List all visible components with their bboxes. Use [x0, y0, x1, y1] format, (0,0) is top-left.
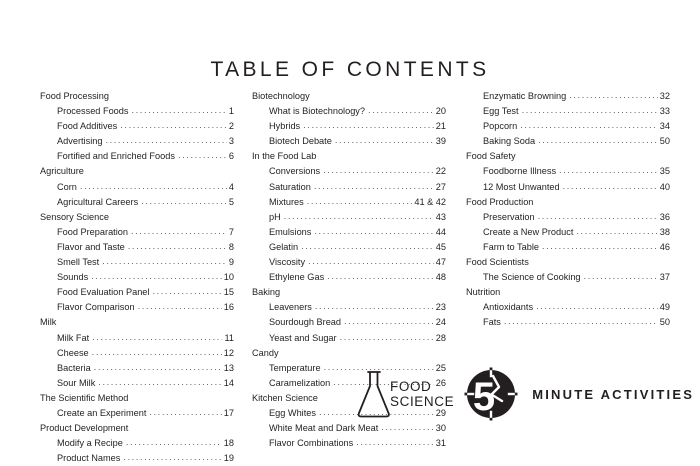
- toc-entry-label: Corn: [57, 181, 77, 192]
- toc-section-heading: [252, 89, 446, 104]
- toc-entry-label: In the Food Lab: [252, 151, 317, 162]
- toc-entry-label: Egg Whites: [269, 407, 316, 418]
- toc-section-heading: [466, 285, 670, 300]
- toc-entry-label: Baking: [252, 287, 281, 298]
- toc-page-number: 47: [435, 257, 446, 268]
- toc-entry[interactable]: [466, 225, 670, 240]
- toc-entry[interactable]: [40, 285, 234, 300]
- toc-leader-dots: [92, 345, 222, 360]
- toc-page-number: 1: [228, 106, 234, 117]
- toc-section-heading: [40, 421, 234, 436]
- toc-entry-label: Popcorn: [483, 121, 518, 132]
- toc-entry-label: Agriculture: [40, 166, 84, 177]
- toc-page-number: 38: [659, 226, 670, 237]
- toc-entry[interactable]: [40, 270, 234, 285]
- toc-leader-dots: [91, 269, 222, 284]
- toc-entry-label: Flavor Comparison: [57, 302, 135, 313]
- toc-page-number: 14: [223, 377, 234, 388]
- toc-entry-label: Leaveners: [269, 302, 312, 313]
- toc-entry-label: Advertising: [57, 136, 103, 147]
- toc-entry[interactable]: [40, 346, 234, 361]
- toc-entry-label: Food Scientists: [466, 257, 529, 268]
- toc-entry-label: Saturation: [269, 181, 311, 192]
- toc-entry[interactable]: [466, 89, 670, 104]
- toc-leader-dots: [323, 163, 434, 178]
- toc-leader-dots: [92, 330, 222, 345]
- toc-entry[interactable]: [252, 240, 446, 255]
- toc-entry[interactable]: [252, 436, 446, 451]
- toc-section-heading: [40, 210, 234, 225]
- toc-page-number: 28: [435, 332, 446, 343]
- toc-entry[interactable]: [40, 149, 234, 164]
- toc-page-number: 50: [659, 317, 670, 328]
- toc-leader-dots: [301, 239, 434, 254]
- toc-entry-label: Food Preparation: [57, 226, 128, 237]
- toc-entry[interactable]: [40, 436, 234, 451]
- toc-page-number: 25: [435, 362, 446, 373]
- toc-page-number: 9: [228, 257, 234, 268]
- toc-entry[interactable]: [252, 195, 446, 210]
- toc-leader-dots: [80, 179, 227, 194]
- toc-page-number: 34: [659, 121, 670, 132]
- toc-leader-dots: [542, 239, 658, 254]
- toc-entry-label: Flavor and Taste: [57, 241, 125, 252]
- toc-leader-dots: [584, 269, 658, 284]
- toc-leader-dots: [128, 239, 227, 254]
- toc-page-number: 10: [223, 272, 234, 283]
- toc-leader-dots: [536, 299, 658, 314]
- toc-leader-dots: [132, 103, 227, 118]
- toc-column-3: [466, 89, 670, 331]
- toc-entry-label: Temperature: [269, 362, 321, 373]
- toc-entry[interactable]: [40, 195, 234, 210]
- toc-entry[interactable]: [466, 104, 670, 119]
- toc-leader-dots: [98, 375, 221, 390]
- toc-entry[interactable]: [40, 104, 234, 119]
- toc-section-heading: [40, 164, 234, 179]
- toc-entry-label: White Meat and Dark Meat: [269, 423, 379, 434]
- toc-page-number: 13: [223, 362, 234, 373]
- toc-leader-dots: [94, 360, 222, 375]
- footer-logo-bar: [355, 366, 695, 422]
- brand-name: [390, 379, 454, 409]
- toc-entry[interactable]: [40, 134, 234, 149]
- toc-entry[interactable]: [40, 300, 234, 315]
- toc-leader-dots: [340, 330, 434, 345]
- toc-section-heading: [40, 315, 234, 330]
- toc-entry-label: Hybrids: [269, 121, 301, 132]
- toc-entry[interactable]: [466, 210, 670, 225]
- toc-leader-dots: [105, 133, 226, 148]
- toc-entry[interactable]: [40, 119, 234, 134]
- toc-entry[interactable]: [40, 240, 234, 255]
- toc-page-number: 35: [659, 166, 670, 177]
- toc-leader-dots: [138, 299, 222, 314]
- toc-leader-dots: [315, 299, 434, 314]
- toc-page-number: 33: [659, 106, 670, 117]
- toc-entry[interactable]: [40, 376, 234, 391]
- toc-entry[interactable]: [252, 180, 446, 195]
- toc-entry-label: Product Development: [40, 423, 129, 434]
- toc-leader-dots: [178, 148, 227, 163]
- toc-entry-label: The Science of Cooking: [483, 272, 581, 283]
- toc-entry-label: Ethylene Gas: [269, 272, 325, 283]
- toc-entry[interactable]: [466, 315, 670, 330]
- toc-page-number: 48: [435, 272, 446, 283]
- toc-page-number: 4: [228, 181, 234, 192]
- toc-entry[interactable]: [466, 164, 670, 179]
- toc-entry[interactable]: [40, 255, 234, 270]
- toc-entry-label: Food Safety: [466, 151, 516, 162]
- toc-entry[interactable]: [252, 315, 446, 330]
- toc-entry[interactable]: [252, 210, 446, 225]
- toc-leader-dots: [120, 118, 227, 133]
- toc-section-heading: [252, 346, 446, 361]
- toc-page-number: 17: [223, 407, 234, 418]
- toc-page-number: 16: [223, 302, 234, 313]
- toc-entry[interactable]: [466, 240, 670, 255]
- toc-entry[interactable]: [40, 361, 234, 376]
- toc-entry-label: pH: [269, 211, 281, 222]
- toc-entry-label: Milk Fat: [57, 332, 90, 343]
- toc-entry[interactable]: [252, 255, 446, 270]
- toc-entry[interactable]: [40, 451, 234, 466]
- toc-entry-label: Mixtures: [269, 196, 304, 207]
- toc-entry[interactable]: [466, 270, 670, 285]
- toc-entry-label: Caramelization: [269, 377, 331, 388]
- toc-entry-label: Agricultural Careers: [57, 196, 139, 207]
- toc-page-number: 24: [435, 317, 446, 328]
- toc-entry-label: Modify a Recipe: [57, 438, 123, 449]
- toc-leader-dots: [356, 435, 434, 450]
- toc-entry-label: Create an Experiment: [57, 407, 147, 418]
- toc-page-number: 44: [435, 226, 446, 237]
- toc-page-number: 3: [228, 136, 234, 147]
- toc-leader-dots: [569, 88, 658, 103]
- toc-entry-label: Farm to Table: [483, 241, 539, 252]
- toc-leader-dots: [284, 209, 434, 224]
- toc-entry-label: Milk: [40, 317, 57, 328]
- toc-entry[interactable]: [40, 406, 234, 421]
- toc-page-number: 11: [224, 332, 234, 343]
- toc-entry-label: Biotechnology: [252, 91, 310, 101]
- toc-page-number: 30: [435, 423, 446, 434]
- toc-entry-label: Food Processing: [40, 91, 109, 101]
- toc-column-1: [40, 89, 234, 466]
- toc-entry-label: Processed Foods: [57, 106, 129, 117]
- toc-entry[interactable]: [252, 104, 446, 119]
- toc-entry[interactable]: [252, 119, 446, 134]
- toc-entry-label: Foodborne Illness: [483, 166, 557, 177]
- toc-entry-label: What is Biotechnology?: [269, 106, 366, 117]
- toc-entry[interactable]: [40, 225, 234, 240]
- toc-entry[interactable]: [466, 300, 670, 315]
- toc-leader-dots: [368, 103, 434, 118]
- toc-page-number: 7: [228, 226, 234, 237]
- toc-leader-dots: [327, 269, 434, 284]
- toc-page-number: 49: [659, 302, 670, 313]
- toc-leader-dots: [559, 163, 658, 178]
- svg-text:5: 5: [473, 375, 496, 419]
- toc-page-number: 40: [659, 181, 670, 192]
- toc-page-number: 43: [435, 211, 446, 222]
- toc-entry[interactable]: [252, 164, 446, 179]
- toc-entry-label: Preservation: [483, 211, 535, 222]
- toc-entry-label: Conversions: [269, 166, 321, 177]
- toc-entry[interactable]: [252, 300, 446, 315]
- toc-page-number: 45: [435, 241, 446, 252]
- toc-entry-label: Product Names: [57, 453, 121, 464]
- toc-entry-label: Food Evaluation Panel: [57, 287, 150, 298]
- toc-entry[interactable]: [252, 134, 446, 149]
- toc-page-number: 41 & 42: [414, 196, 446, 207]
- toc-section-heading: [466, 195, 670, 210]
- toc-section-heading: [252, 149, 446, 164]
- toc-entry-label: Sour Milk: [57, 377, 96, 388]
- toc-page-number: 15: [223, 287, 234, 298]
- toc-entry[interactable]: [252, 331, 446, 346]
- toc-entry-label: Food Production: [466, 196, 534, 207]
- toc-entry-label: Sourdough Bread: [269, 317, 342, 328]
- erlenmeyer-flask-icon: [355, 369, 393, 419]
- toc-entry-label: Biotech Debate: [269, 136, 332, 147]
- toc-entry-label: Gelatin: [269, 241, 299, 252]
- toc-entry-label: Nutrition: [466, 287, 501, 298]
- toc-leader-dots: [504, 314, 658, 329]
- toc-page-number: 27: [435, 181, 446, 192]
- toc-entry-label: Emulsions: [269, 226, 312, 237]
- toc-page-number: 50: [659, 136, 670, 147]
- toc-entry-label: Fortified and Enriched Foods: [57, 151, 175, 162]
- toc-entry[interactable]: [252, 421, 446, 436]
- toc-entry-label: 12 Most Unwanted: [483, 181, 560, 192]
- toc-page-number: 18: [223, 438, 234, 449]
- brand-line-science: SCIENCE: [390, 394, 455, 409]
- toc-entry-label: Create a New Product: [483, 226, 574, 237]
- toc-page-number: 29: [435, 407, 446, 418]
- toc-leader-dots: [308, 254, 434, 269]
- toc-entry[interactable]: [40, 180, 234, 195]
- toc-section-heading: [466, 149, 670, 164]
- toc-leader-dots: [141, 194, 227, 209]
- toc-entry-label: Kitchen Science: [252, 392, 318, 403]
- toc-page-number: 39: [435, 136, 446, 147]
- toc-entry[interactable]: [466, 134, 670, 149]
- toc-entry-label: Viscosity: [269, 257, 306, 268]
- clock-face-icon: [463, 366, 521, 422]
- toc-leader-dots: [344, 314, 434, 329]
- toc-page-number: 37: [659, 272, 670, 283]
- toc-page-number: 12: [223, 347, 234, 358]
- toc-page-number: 8: [228, 241, 234, 252]
- toc-entry-label: Enzymatic Browning: [483, 91, 567, 101]
- toc-section-heading: [466, 255, 670, 270]
- toc-entry[interactable]: [466, 180, 670, 195]
- toc-entry-label: Sensory Science: [40, 211, 109, 222]
- toc-leader-dots: [538, 209, 658, 224]
- toc-entry-label: Flavor Combinations: [269, 438, 354, 449]
- toc-entry-label: Cheese: [57, 347, 89, 358]
- toc-page-number: 22: [435, 166, 446, 177]
- toc-page-number: 46: [659, 241, 670, 252]
- toc-page-number: 2: [228, 121, 234, 132]
- page-title: TABLE OF CONTENTS: [210, 58, 490, 81]
- toc-section-heading: [40, 391, 234, 406]
- toc-entry-label: Egg Test: [483, 106, 519, 117]
- toc-page-number: 6: [228, 151, 234, 162]
- tagline-minute-activities: MINUTE ACTIVITIES: [532, 386, 695, 402]
- toc-page-number: 23: [435, 302, 446, 313]
- toc-leader-dots: [149, 405, 221, 420]
- toc-entry-label: Sounds: [57, 272, 89, 283]
- toc-leader-dots: [576, 224, 657, 239]
- toc-entry[interactable]: [252, 225, 446, 240]
- toc-entry[interactable]: [40, 331, 234, 346]
- toc-leader-dots: [522, 103, 658, 118]
- toc-entry-label: Candy: [252, 347, 279, 358]
- toc-page-number: 20: [435, 106, 446, 117]
- toc-page-number: 26: [435, 377, 446, 388]
- toc-page-number: 36: [659, 211, 670, 222]
- toc-entry-label: Food Additives: [57, 121, 118, 132]
- toc-entry-label: Baking Soda: [483, 136, 536, 147]
- toc-entry[interactable]: [252, 270, 446, 285]
- toc-entry-label: Antioxidants: [483, 302, 534, 313]
- toc-page-number: 32: [659, 91, 670, 101]
- toc-leader-dots: [314, 179, 434, 194]
- toc-page-number: 31: [435, 438, 446, 449]
- toc-entry-label: Smell Test: [57, 257, 100, 268]
- toc-leader-dots: [520, 118, 658, 133]
- brand-line-food: FOOD: [390, 379, 432, 394]
- toc-leader-dots: [152, 284, 221, 299]
- toc-page-number: 21: [435, 121, 446, 132]
- toc-leader-dots: [307, 194, 413, 209]
- toc-leader-dots: [303, 118, 434, 133]
- toc-leader-dots: [335, 133, 434, 148]
- toc-section-heading: [40, 89, 234, 104]
- toc-leader-dots: [126, 435, 222, 450]
- toc-entry-label: Fats: [483, 317, 501, 328]
- toc-page-number: 19: [223, 453, 234, 464]
- toc-leader-dots: [131, 224, 227, 239]
- toc-leader-dots: [314, 224, 433, 239]
- toc-section-heading: [252, 285, 446, 300]
- toc-leader-dots: [102, 254, 227, 269]
- toc-leader-dots: [563, 179, 658, 194]
- toc-entry-label: Bacteria: [57, 362, 91, 373]
- toc-entry-label: The Scientific Method: [40, 392, 129, 403]
- toc-entry[interactable]: [466, 119, 670, 134]
- toc-entry-label: Yeast and Sugar: [269, 332, 337, 343]
- toc-leader-dots: [381, 420, 433, 435]
- toc-leader-dots: [538, 133, 658, 148]
- toc-page-number: 5: [228, 196, 234, 207]
